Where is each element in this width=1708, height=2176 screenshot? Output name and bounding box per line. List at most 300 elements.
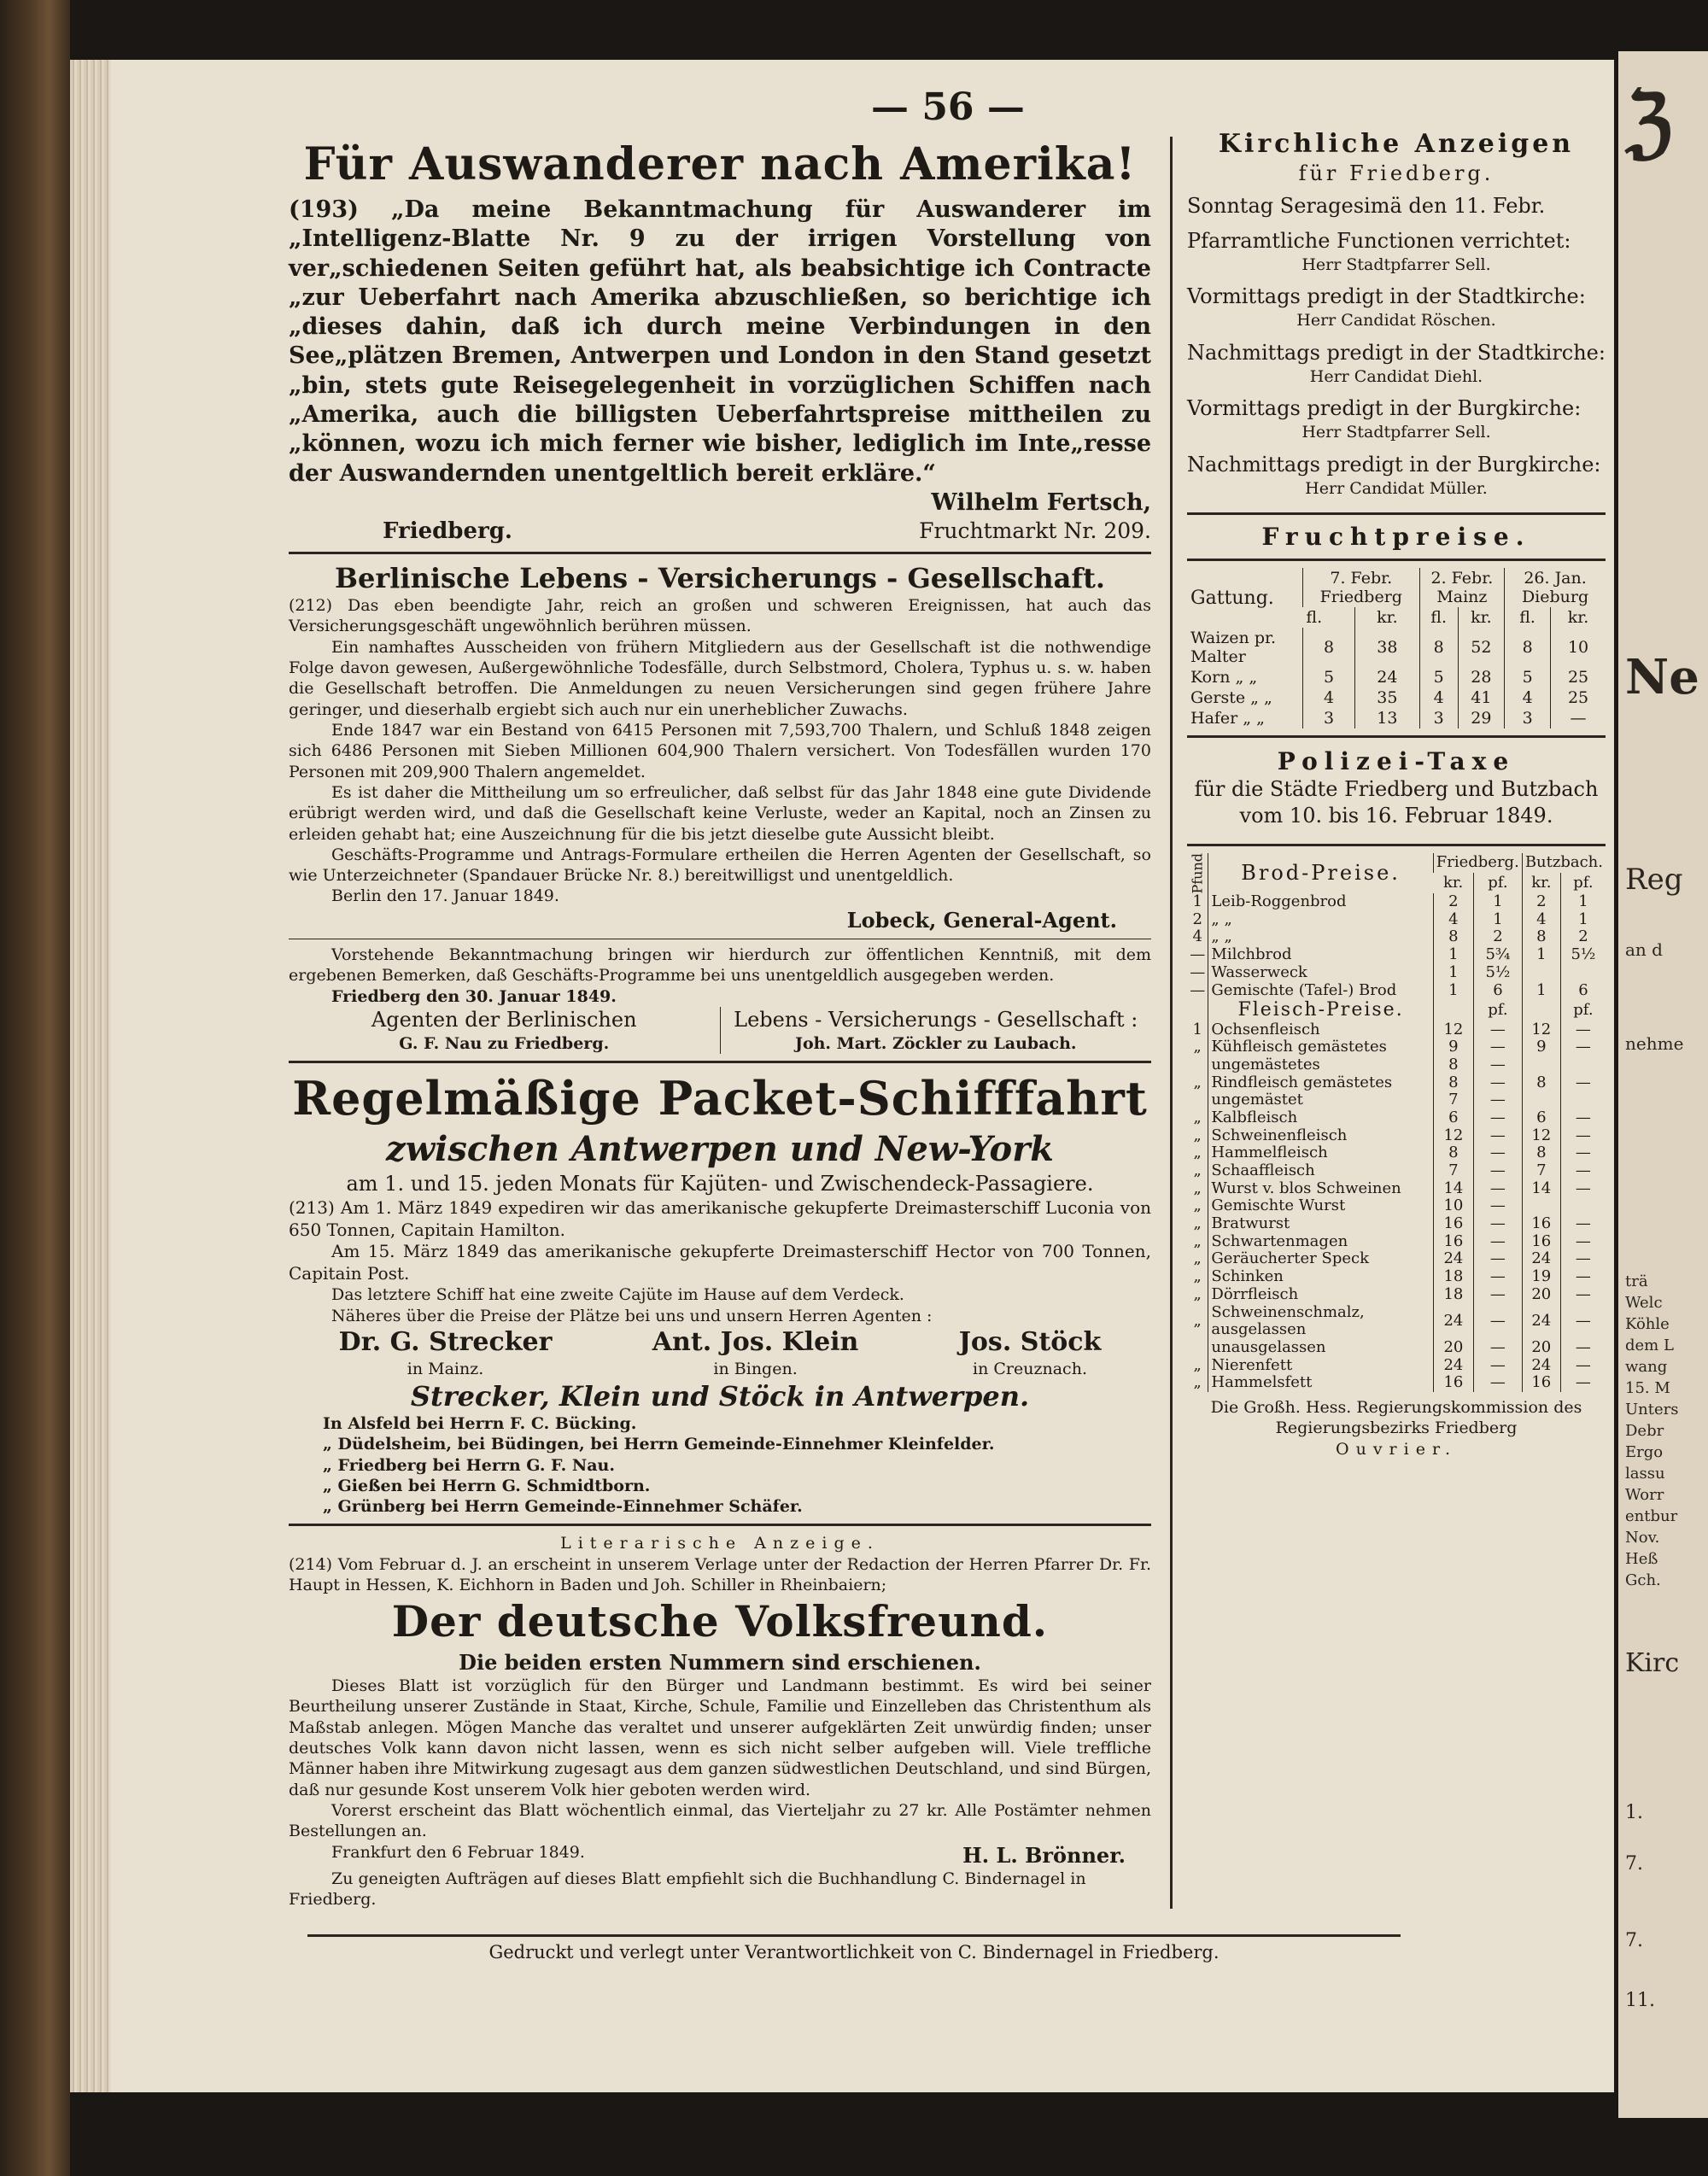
- price-cell: 52: [1458, 628, 1504, 667]
- pfund-cell: —: [1190, 945, 1206, 964]
- price-cell: —: [1474, 1056, 1523, 1074]
- ad-paragraph: Vorstehende Bekanntmachung bringen wir hierdurch zur öffentlichen Kenntniß, mit dem ergebenen Bemerken, daß Geschäfts-Programme bei uns unentgeldlich ausgegeben werden.: [289, 945, 1151, 986]
- price-cell: —: [1474, 1109, 1523, 1127]
- sub-agent: „ Düdelsheim, bei Büdingen, bei Herrn Gemeinde-Einnehmer Kleinfelder.: [323, 1435, 995, 1454]
- price-cell: 1: [1474, 893, 1523, 911]
- item-name: Schweinenfleisch: [1208, 1127, 1433, 1145]
- table-row: [1187, 1180, 1606, 1198]
- price-cell: 8: [1419, 628, 1458, 667]
- ad-date: Frankfurt den 6 Februar 1849.: [331, 1842, 585, 1862]
- ad-title: Für Auswanderer nach Amerika!: [303, 138, 1137, 190]
- pfund-cell: [1187, 1091, 1208, 1109]
- church-item-head: Vormittags predigt in der Stadtkirche:: [1187, 284, 1586, 309]
- price-cell: —: [1560, 1304, 1606, 1339]
- price-cell: —: [1560, 1286, 1606, 1304]
- price-cell: —: [1560, 1357, 1606, 1375]
- unit: fl.: [1419, 607, 1458, 628]
- sub-agent: „ Grünberg bei Herrn Gemeinde-Einnehmer Schäfer.: [323, 1497, 803, 1517]
- price-cell: —: [1560, 1127, 1606, 1145]
- price-cell: —: [1474, 1074, 1523, 1092]
- agents-label: Lebens - Versicherungs - Gesellschaft :: [734, 1007, 1138, 1032]
- price-cell: 1: [1433, 946, 1473, 964]
- col-header: 26. Jan. Dieburg: [1505, 568, 1606, 607]
- nextpage-text: 11.: [1625, 1990, 1655, 2011]
- ad-title: Der deutsche Volksfreund.: [391, 1596, 1049, 1647]
- item-name: unausgelassen: [1208, 1339, 1433, 1357]
- pfund-cell: „: [1193, 1214, 1202, 1233]
- polizei-line: vom 10. bis 16. Februar 1849.: [1239, 804, 1553, 828]
- agent-name: G. F. Nau zu Friedberg.: [399, 1034, 610, 1054]
- price-cell: —: [1474, 1162, 1523, 1180]
- price-cell: —: [1474, 1197, 1523, 1215]
- col-title: Brod-Preise.: [1208, 853, 1433, 894]
- ad-212: [289, 561, 1151, 1054]
- price-cell: —: [1560, 1144, 1606, 1162]
- price-cell: 24: [1433, 1304, 1473, 1339]
- item-name: Schwartenmagen: [1208, 1233, 1433, 1251]
- ad-signature: Wilhelm Fertsch,: [931, 488, 1151, 516]
- footer-imprint: Gedruckt und verlegt unter Verantwortlichkeit von C. Bindernagel in Friedberg.: [307, 1934, 1401, 1962]
- unit: kr.: [1522, 873, 1560, 893]
- price-cell: 2: [1522, 893, 1560, 911]
- unit: pf.: [1474, 873, 1523, 893]
- item-name: Gemischte (Tafel-) Brod: [1208, 982, 1433, 1000]
- page-number: — 56 —: [871, 85, 1025, 129]
- ad-214: [289, 1533, 1151, 1910]
- table-row: [1187, 1374, 1606, 1392]
- col-header: 2. Febr. Mainz: [1419, 568, 1504, 607]
- church-title: Kirchliche Anzeigen: [1218, 129, 1575, 159]
- price-cell: 24: [1522, 1250, 1560, 1268]
- item-name: Gemischte Wurst: [1208, 1197, 1433, 1215]
- table-row: [1187, 1144, 1606, 1162]
- item-name: Geräucherter Speck: [1208, 1250, 1433, 1268]
- table-row: [1187, 964, 1606, 982]
- price-cell: 6: [1522, 1109, 1560, 1127]
- unit: kr.: [1551, 607, 1606, 628]
- unit: fl.: [1306, 608, 1323, 628]
- ad-paragraph: Das letztere Schiff hat eine zweite Cajüte im Hause auf dem Verdeck.: [331, 1285, 904, 1305]
- pfund-cell: „: [1193, 1267, 1202, 1286]
- price-cell: 12: [1433, 1021, 1473, 1039]
- item-name: Schinken: [1208, 1268, 1433, 1286]
- price-cell: —: [1474, 1215, 1523, 1233]
- price-cell: [1522, 1091, 1560, 1109]
- page-edges: [70, 60, 111, 2092]
- fleisch-title: Fleisch-Preise.: [1208, 999, 1433, 1021]
- item-name: Kalbfleisch: [1208, 1109, 1433, 1127]
- pfund-cell: „: [1193, 1038, 1202, 1056]
- price-cell: 14: [1433, 1180, 1473, 1198]
- table-row: [1187, 1109, 1606, 1127]
- price-cell: 3: [1302, 708, 1354, 728]
- col-header: Friedberg.: [1433, 853, 1522, 874]
- next-page-fragment: ℨ Ne Reg an d nehme trä Welc Köhle dem L wang 15. M Unters Debr Ergo lassu Worr entbur Nov. Heß Gch. Kirc 1. 7. 7. 11.: [1618, 51, 1708, 2118]
- price-cell: 3: [1505, 708, 1551, 728]
- price-cell: 38: [1355, 628, 1420, 667]
- nextpage-text: entbur: [1625, 1507, 1678, 1525]
- price-cell: 24: [1522, 1357, 1560, 1375]
- price-cell: [1522, 964, 1560, 982]
- nextpage-text: 1.: [1625, 1802, 1643, 1823]
- price-cell: 10: [1551, 628, 1606, 667]
- pfund-cell: [1187, 1056, 1208, 1074]
- price-cell: 1: [1433, 982, 1473, 1000]
- ad-paragraph: Ende 1847 war ein Bestand von 6415 Personen mit 7,593,700 Thalern, und Schluß 1848 zeigen sich 6486 Personen mit Sieben Millionen 604,900 Thalern versichert. Von Todesfällen wurden 170 Personen mit 209,900 Thalern angemeldet.: [289, 720, 1151, 781]
- nextpage-text: Kirc: [1625, 1648, 1680, 1678]
- nextpage-text: Ergo: [1625, 1443, 1664, 1461]
- price-cell: 6: [1433, 1109, 1473, 1127]
- price-cell: —: [1560, 1038, 1606, 1056]
- pfund-cell: „: [1193, 1161, 1202, 1180]
- price-cell: 3: [1419, 708, 1458, 728]
- price-cell: 7: [1522, 1162, 1560, 1180]
- price-cell: —: [1474, 1021, 1523, 1039]
- price-cell: 8: [1433, 1074, 1473, 1092]
- pfund-cell: „: [1193, 1231, 1202, 1250]
- ad-paragraph: Zu geneigten Aufträgen auf dieses Blatt empfiehlt sich die Buchhandlung C. Bindernagel in Friedberg.: [289, 1869, 1086, 1910]
- price-cell: —: [1474, 1339, 1523, 1357]
- price-cell: —: [1560, 1021, 1606, 1039]
- price-cell: 2: [1433, 893, 1473, 911]
- nextpage-text: Ne: [1625, 649, 1699, 705]
- price-cell: —: [1474, 1286, 1523, 1304]
- price-cell: 35: [1355, 687, 1420, 708]
- table-row: [1187, 667, 1606, 687]
- ad-paragraph: Ein namhaftes Ausscheiden von frühern Mitgliedern aus der Gesellschaft ist die nothwendige Folge davon gewesen, Außergewöhnliche Todesfälle, durch Selbstmord, Cholera, Typhus u. s. w. haben die Gesellschaft betroffen. Die Anmeldungen zu neuen Versicherungen sind gegen frühere Jahre geringer, und dieserhalb ergiebt sich auch nur ein unerheblicher Zuwachs.: [289, 637, 1151, 719]
- ad-paragraph: Näheres über die Preise der Plätze bei uns und unsern Herren Agenten :: [331, 1306, 933, 1325]
- unit: kr.: [1443, 873, 1464, 892]
- price-cell: 12: [1522, 1127, 1560, 1145]
- table-row: [1187, 893, 1606, 911]
- price-cell: —: [1560, 1162, 1606, 1180]
- pfund-cell: „: [1193, 1144, 1202, 1162]
- pfund-cell: 4: [1192, 927, 1202, 946]
- pfund-cell: „: [1193, 1311, 1202, 1330]
- price-cell: 5: [1302, 667, 1354, 687]
- table-row: [1187, 1091, 1606, 1109]
- item-name: Milchbrod: [1208, 946, 1433, 964]
- church-item-head: Nachmittags predigt in der Stadtkirche:: [1187, 340, 1606, 365]
- fruchtpreise: [1187, 522, 1606, 738]
- unit: pf.: [1474, 999, 1523, 1021]
- item-name: „ „: [1208, 928, 1433, 946]
- unit: fl.: [1505, 607, 1551, 628]
- ad-paragraph: (214) Vom Februar d. J. an erscheint in unserem Verlage unter der Redaction der Herren Pfarrer Dr. Fr. Haupt in Hessen, K. Eichhorn in Baden und Joh. Schiller in Rheinbaiern;: [289, 1554, 1151, 1595]
- table-row: [1187, 628, 1606, 667]
- nextpage-text: nehme: [1625, 1033, 1684, 1054]
- table-row: [1187, 687, 1606, 708]
- right-column: [1187, 128, 1606, 1459]
- grain-name: Korn „ „: [1190, 668, 1258, 687]
- price-cell: 25: [1551, 667, 1606, 687]
- firm-name: Strecker, Klein und Stöck in Antwerpen.: [410, 1379, 1030, 1413]
- polizei-line: für die Städte Friedberg und Butzbach: [1194, 777, 1599, 802]
- signature-line: Regierungsbezirks Friedberg: [1275, 1418, 1518, 1438]
- col-header: Butzbach.: [1522, 853, 1606, 874]
- price-cell: —: [1474, 1250, 1523, 1268]
- price-cell: 16: [1522, 1215, 1560, 1233]
- pfund-cell: „: [1193, 1196, 1202, 1215]
- price-cell: 2: [1474, 928, 1523, 946]
- table-row: [1187, 1286, 1606, 1304]
- nextpage-text: Debr: [1625, 1422, 1664, 1440]
- price-cell: 4: [1505, 687, 1551, 708]
- agent-location: in Bingen.: [713, 1359, 798, 1378]
- ad-paragraph: Vorerst erscheint das Blatt wöchentlich einmal, das Vierteljahr zu 27 kr. Alle Postämter nehmen Bestellungen an.: [289, 1800, 1151, 1841]
- pfund-cell: 1: [1192, 892, 1202, 911]
- table-row: [1187, 1339, 1606, 1357]
- nextpage-text: Welc: [1625, 1294, 1663, 1312]
- grain-name: Waizen pr. Malter: [1190, 629, 1277, 667]
- agent-location: in Creuznach.: [973, 1359, 1087, 1378]
- pfund-cell: „: [1193, 1249, 1202, 1268]
- signature-name: Ouvrier.: [1336, 1439, 1457, 1459]
- price-cell: 12: [1433, 1127, 1473, 1145]
- nextpage-text: Gch.: [1625, 1571, 1661, 1589]
- item-name: Ochsenfleisch: [1208, 1021, 1433, 1039]
- price-cell: 1: [1522, 982, 1560, 1000]
- item-name: Nierenfett: [1208, 1357, 1433, 1375]
- price-cell: 14: [1522, 1180, 1560, 1198]
- agent-location: in Mainz.: [407, 1359, 484, 1378]
- sub-agent: „ Friedberg bei Herrn G. F. Nau.: [323, 1455, 615, 1475]
- pfund-cell: „: [1193, 1073, 1202, 1091]
- table-row: [1187, 1268, 1606, 1286]
- church-item-name: Herr Candidat Müller.: [1305, 478, 1488, 498]
- price-cell: 12: [1522, 1021, 1560, 1039]
- ad-signature: H. L. Brönner.: [962, 1842, 1126, 1868]
- col-gattung: Gattung.: [1190, 587, 1274, 609]
- church-item-name: Herr Stadtpfarrer Sell.: [1301, 254, 1491, 274]
- nextpage-text: Worr: [1625, 1486, 1664, 1504]
- nextpage-text: an d: [1625, 939, 1663, 960]
- item-name: ungemästet: [1208, 1091, 1433, 1109]
- price-cell: 5¾: [1474, 946, 1523, 964]
- ad-paragraph: Geschäfts-Programme und Antrags-Formulare ertheilen die Herren Agenten der Gesellschaft, so wie Unterzeichneter (Spandauer Brücke Nr. 8.) bereitwilligst und unentgeldlich.: [289, 845, 1151, 886]
- table-row: [1187, 982, 1606, 1000]
- price-cell: 4: [1302, 687, 1354, 708]
- price-cell: —: [1560, 1374, 1606, 1392]
- ad-date: Berlin den 17. Januar 1849.: [331, 886, 559, 906]
- price-cell: 13: [1355, 708, 1420, 728]
- ad-193: [289, 137, 1151, 545]
- item-name: Wasserweck: [1208, 964, 1433, 982]
- price-cell: 4: [1433, 911, 1473, 929]
- nextpage-text: Unters: [1625, 1401, 1679, 1418]
- price-cell: 16: [1522, 1233, 1560, 1251]
- church-date: Sonntag Seragesimä den 11. Febr.: [1187, 193, 1546, 218]
- price-cell: —: [1560, 1109, 1606, 1127]
- church-item-name: Herr Candidat Röschen.: [1296, 311, 1496, 330]
- price-cell: [1522, 1056, 1560, 1074]
- price-cell: 6: [1474, 982, 1523, 1000]
- item-name: Bratwurst: [1208, 1215, 1433, 1233]
- price-cell: 7: [1433, 1091, 1473, 1109]
- pfund-cell: —: [1190, 962, 1206, 981]
- price-cell: 29: [1458, 708, 1504, 728]
- price-cell: 8: [1522, 1144, 1560, 1162]
- price-cell: 24: [1433, 1250, 1473, 1268]
- table-row: [1187, 1250, 1606, 1268]
- price-cell: —: [1474, 1091, 1523, 1109]
- price-cell: 20: [1522, 1286, 1560, 1304]
- agent-name: Jos. Stöck: [958, 1327, 1102, 1358]
- price-cell: 9: [1433, 1038, 1473, 1056]
- price-cell: [1560, 1091, 1606, 1109]
- price-cell: 18: [1433, 1286, 1473, 1304]
- nextpage-text: 7.: [1625, 1930, 1643, 1951]
- price-cell: 5½: [1560, 946, 1606, 964]
- table-row: [1187, 928, 1606, 946]
- nextpage-text: Köhle: [1625, 1315, 1670, 1333]
- item-name: Dörrfleisch: [1208, 1286, 1433, 1304]
- item-name: Wurst v. blos Schweinen: [1208, 1180, 1433, 1198]
- price-cell: 8: [1433, 1144, 1473, 1162]
- price-cell: 25: [1551, 687, 1606, 708]
- price-cell: 24: [1355, 667, 1420, 687]
- price-cell: 41: [1458, 687, 1504, 708]
- price-cell: —: [1551, 708, 1606, 728]
- pfund-cell: „: [1193, 1355, 1202, 1374]
- table-row: [1187, 1074, 1606, 1092]
- nextpage-text: trä: [1625, 1272, 1648, 1290]
- sub-agent: „ Gießen bei Herrn G. Schmidtborn.: [323, 1476, 651, 1495]
- price-cell: [1560, 1197, 1606, 1215]
- table-row: [1187, 1197, 1606, 1215]
- table-row: [1187, 911, 1606, 929]
- pfund-cell: „: [1193, 1284, 1202, 1303]
- ad-address: Fruchtmarkt Nr. 209.: [919, 518, 1151, 543]
- price-cell: 16: [1522, 1374, 1560, 1392]
- nextpage-text: Reg: [1625, 863, 1683, 897]
- sub-agent: In Alsfeld bei Herrn F. C. Bücking.: [323, 1413, 637, 1433]
- pfund-cell: „: [1193, 1179, 1202, 1197]
- price-cell: 4: [1522, 911, 1560, 929]
- price-cell: —: [1474, 1374, 1523, 1392]
- pfund-cell: 1: [1192, 1020, 1202, 1038]
- grain-name: Gerste „ „: [1190, 688, 1272, 708]
- price-cell: 5: [1505, 667, 1551, 687]
- polizei-taxe: [1187, 746, 1606, 1459]
- agent-name: Ant. Jos. Klein: [652, 1327, 859, 1358]
- price-cell: 8: [1433, 928, 1473, 946]
- nextpage-text: wang: [1625, 1358, 1668, 1376]
- unit: kr.: [1458, 607, 1504, 628]
- table-row: [1187, 1021, 1606, 1039]
- pfund-cell: „: [1193, 1108, 1202, 1126]
- ad-line: am 1. und 15. jeden Monats für Kajüten- und Zwischendeck-Passagiere.: [346, 1171, 1094, 1196]
- table-row: [1187, 1038, 1606, 1056]
- agent-name: Joh. Mart. Zöckler zu Laubach.: [794, 1034, 1077, 1054]
- item-name: Hammelsfett: [1208, 1374, 1433, 1392]
- price-cell: 8: [1522, 1074, 1560, 1092]
- pfund-cell: 2: [1192, 910, 1202, 928]
- church-notices: [1187, 128, 1606, 499]
- price-cell: 8: [1433, 1056, 1473, 1074]
- price-cell: [1560, 1056, 1606, 1074]
- price-cell: —: [1560, 1180, 1606, 1198]
- item-name: Rindfleisch gemästetes: [1208, 1074, 1433, 1092]
- ad-title: Berlinische Lebens - Versicherungs - Gesellschaft.: [335, 562, 1105, 595]
- ad-213: [289, 1070, 1151, 1517]
- price-cell: 1: [1433, 964, 1473, 982]
- table-row: [1187, 1304, 1606, 1339]
- table-row: [1187, 1127, 1606, 1145]
- price-cell: 2: [1560, 928, 1606, 946]
- ad-place: Friedberg.: [383, 518, 512, 544]
- price-cell: —: [1560, 1268, 1606, 1286]
- price-cell: 9: [1522, 1038, 1560, 1056]
- price-cell: —: [1560, 1339, 1606, 1357]
- column-divider: [1170, 137, 1173, 1909]
- ad-body: (193) „Da meine Bekanntmachung für Auswanderer im „Intelligenz-Blatte Nr. 9 zu der irrigen Vorstellung von ver„schiedenen Seiten geführt hat, als beabsichtige ich Contracte „zur Ueberfahrt nach Amerika abzuschließen, so berichtige ich „dieses dahin, daß ich durch meine Verbindungen in den See„plätzen Bremen, Antwerpen und London in den Stand gesetzt „bin, stets gute Reisegelegenheit in vorzüglichen Schiffen nach „Amerika, auch die billigsten Ueberfahrtspreise mittheilen zu „können, wozu ich mich ferner wie bisher, lediglich im Inte„resse der Auswandernden unentgeltlich bereit erkläre.“: [289, 196, 1151, 487]
- price-cell: 16: [1433, 1233, 1473, 1251]
- item-name: Schaaffleisch: [1208, 1162, 1433, 1180]
- price-cell: 5: [1419, 667, 1458, 687]
- church-item-head: Nachmittags predigt in der Burgkirche:: [1187, 452, 1601, 477]
- table-row: [1187, 1215, 1606, 1233]
- price-cell: 24: [1522, 1304, 1560, 1339]
- nextpage-text: dem L: [1625, 1337, 1674, 1354]
- price-cell: —: [1474, 1144, 1523, 1162]
- price-cell: [1560, 964, 1606, 982]
- signature-line: Die Großh. Hess. Regierungskommission des: [1210, 1397, 1582, 1417]
- church-subtitle: für Friedberg.: [1298, 161, 1494, 185]
- brodpreise-table: [1187, 853, 1606, 1392]
- price-cell: 8: [1522, 928, 1560, 946]
- price-cell: —: [1560, 1215, 1606, 1233]
- table-row: [1187, 946, 1606, 964]
- price-cell: 20: [1433, 1339, 1473, 1357]
- pfund-cell: „: [1193, 1126, 1202, 1144]
- price-cell: 8: [1302, 628, 1354, 667]
- table-row: [1187, 708, 1606, 728]
- unit: kr.: [1355, 607, 1420, 628]
- price-cell: —: [1474, 1268, 1523, 1286]
- item-name: Schweinenschmalz, ausgelassen: [1208, 1304, 1433, 1339]
- fruchtpreise-title: Fruchtpreise.: [1261, 523, 1531, 552]
- price-cell: 24: [1433, 1357, 1473, 1375]
- price-cell: —: [1560, 1250, 1606, 1268]
- left-column: [289, 137, 1151, 1910]
- nextpage-text: lassu: [1625, 1465, 1665, 1483]
- price-cell: [1522, 1197, 1560, 1215]
- unit: pf.: [1560, 999, 1606, 1021]
- item-name: ungemästetes: [1208, 1056, 1433, 1074]
- book-spine: [0, 0, 70, 2176]
- nextpage-text: Nov.: [1625, 1529, 1660, 1547]
- price-cell: 1: [1560, 911, 1606, 929]
- table-row: [1187, 1056, 1606, 1074]
- price-cell: 28: [1458, 667, 1504, 687]
- ad-subtitle: zwischen Antwerpen und New-York: [386, 1128, 1054, 1169]
- church-item-head: Vormittags predigt in der Burgkirche:: [1187, 396, 1582, 421]
- polizei-title: Polizei-Taxe: [1277, 747, 1516, 776]
- ad-paragraph: Am 15. März 1849 das amerikanische gekupferte Dreimasterschiff Hector von 700 Tonnen, Capitain Post.: [289, 1241, 1151, 1284]
- nextpage-text: 7.: [1625, 1853, 1643, 1875]
- ad-date: Friedberg den 30. Januar 1849.: [331, 986, 617, 1006]
- agents-label: Agenten der Berlinischen: [371, 1007, 637, 1032]
- price-cell: 1: [1474, 911, 1523, 929]
- agent-name: Dr. G. Strecker: [338, 1327, 553, 1358]
- item-name: Hammelfleisch: [1208, 1144, 1433, 1162]
- price-cell: 8: [1505, 628, 1551, 667]
- price-cell: 6: [1560, 982, 1606, 1000]
- item-name: „ „: [1208, 911, 1433, 929]
- price-cell: —: [1474, 1233, 1523, 1251]
- church-item-name: Herr Candidat Diehl.: [1309, 366, 1483, 386]
